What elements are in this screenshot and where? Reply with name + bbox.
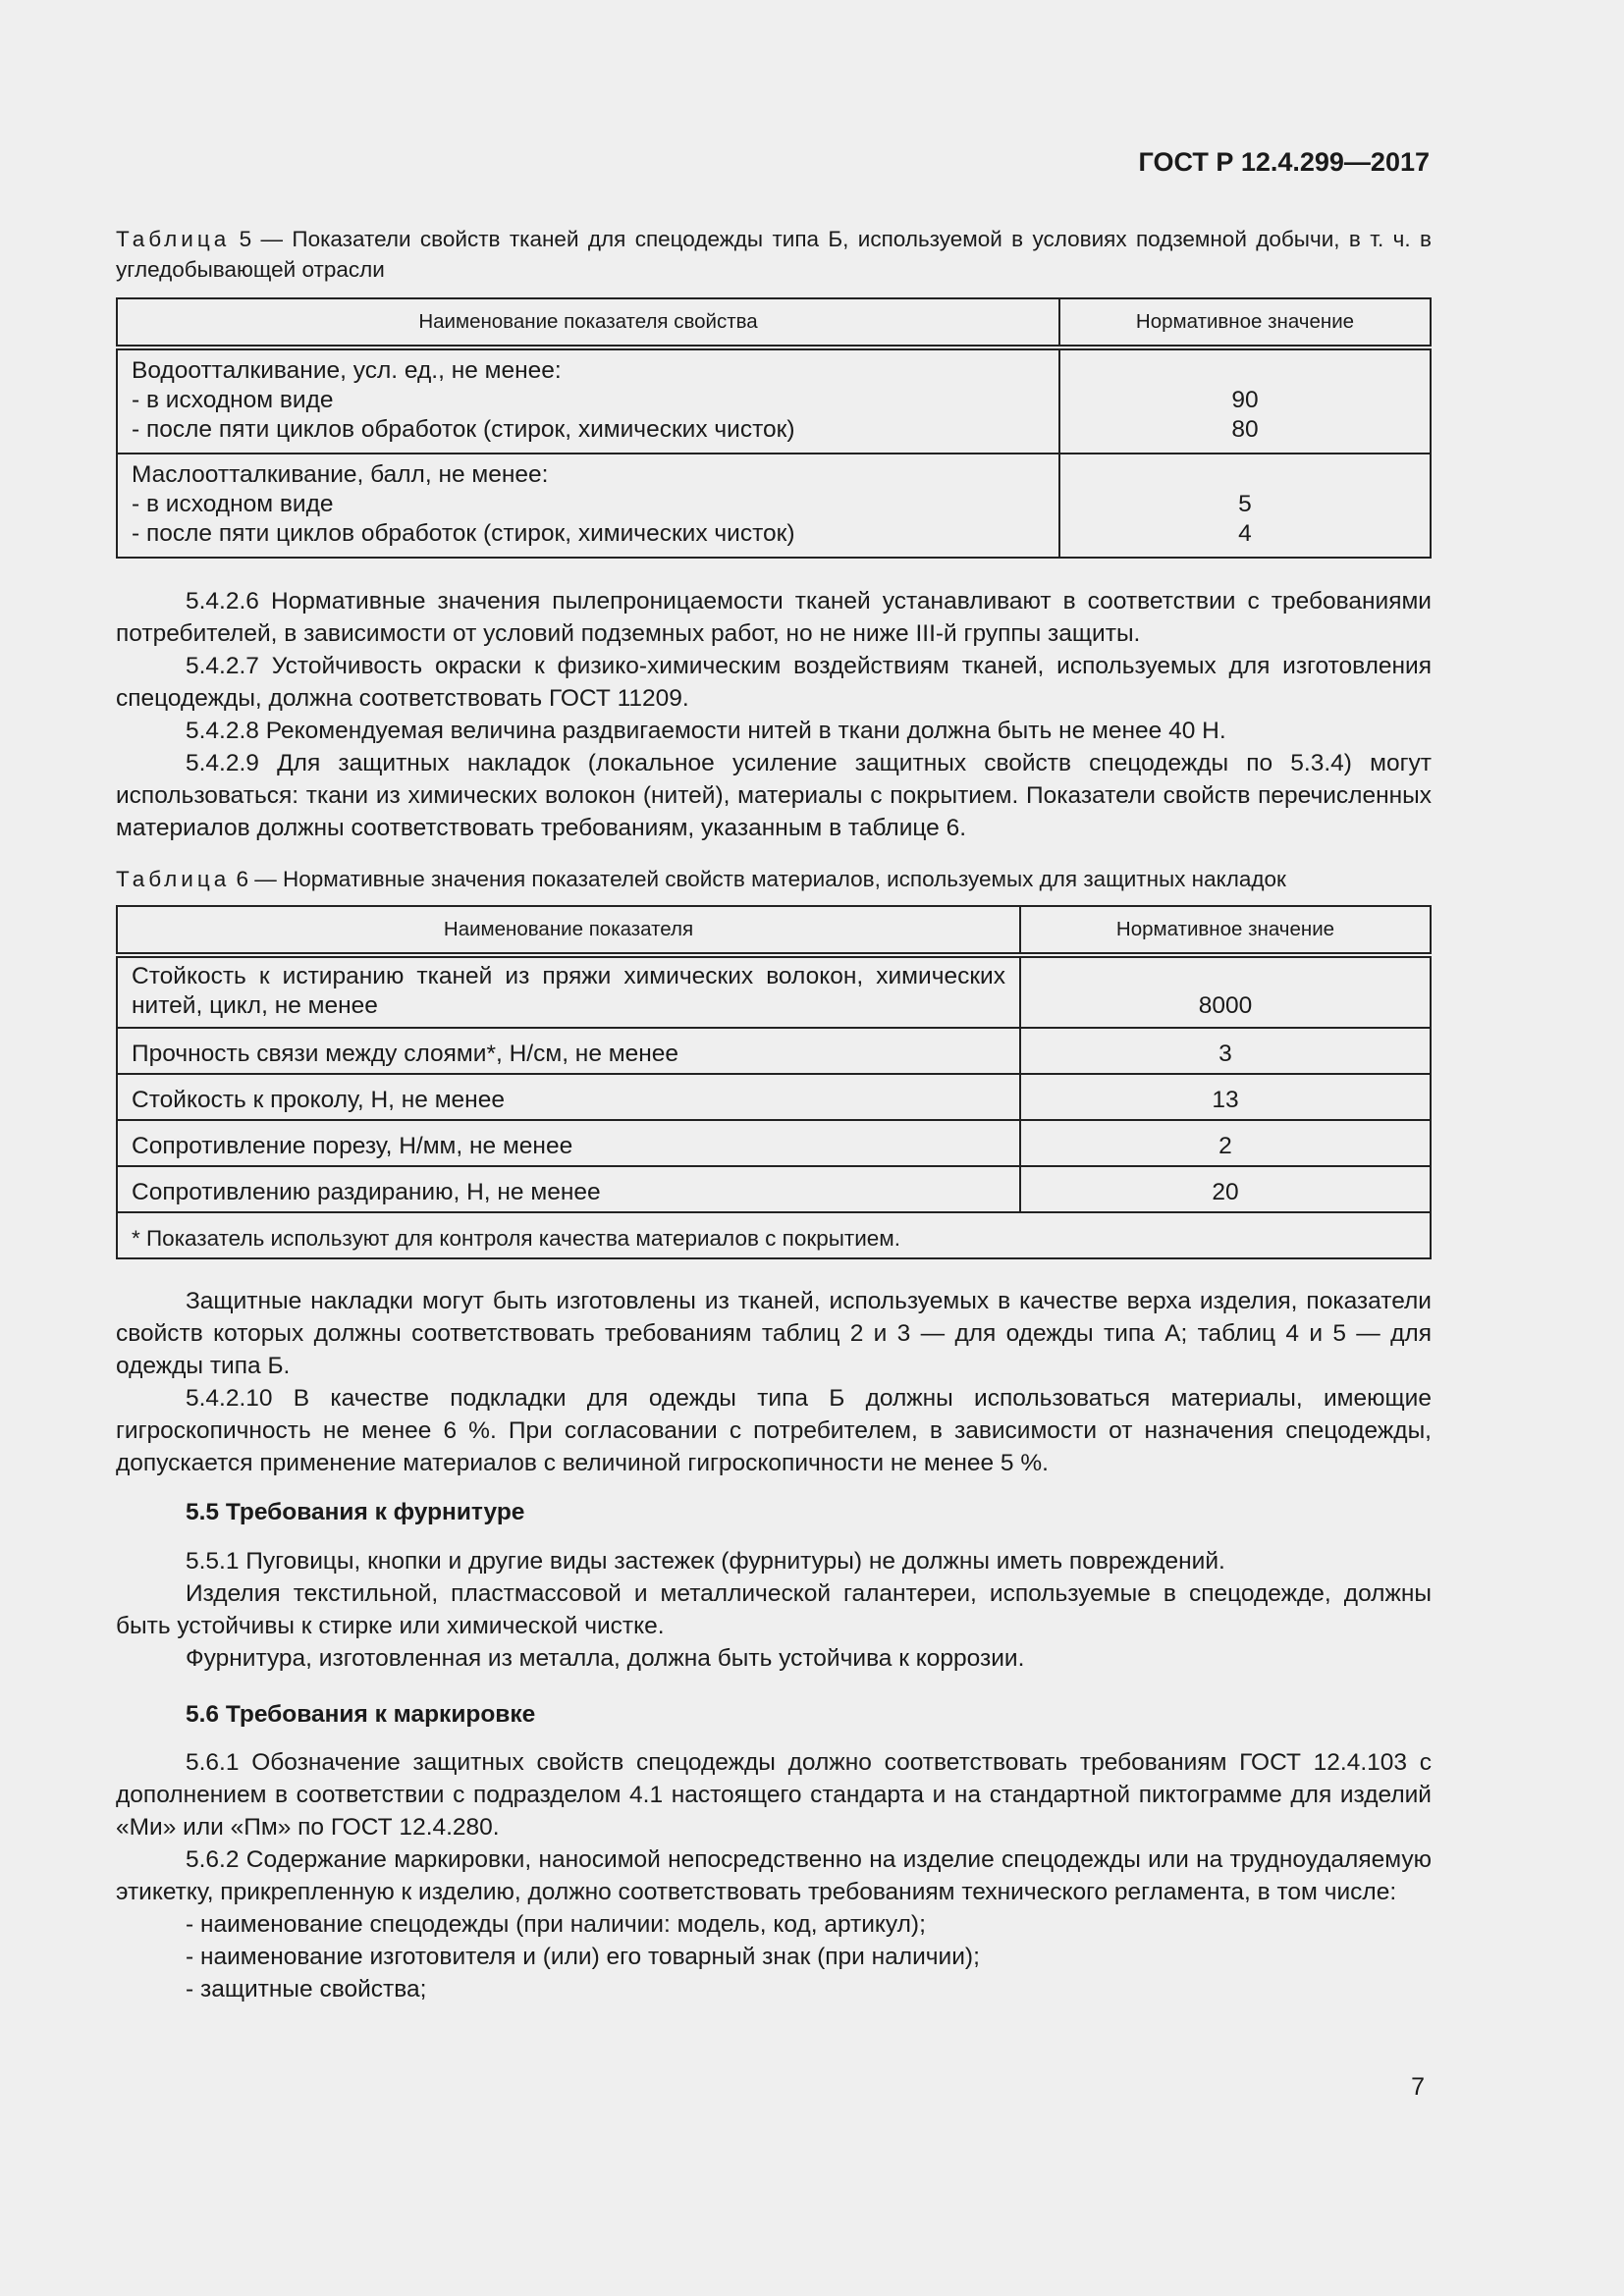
page-content <box>116 224 1432 2005</box>
table6-caption-label: Таблица <box>116 867 231 891</box>
section-5-6-body <box>116 1746 1432 2005</box>
table6-row <box>117 1166 1431 1212</box>
table6-row-name: Сопротивление порезу, Н/мм, не менее <box>117 1120 1020 1166</box>
table6-row-value: 3 <box>1020 1028 1431 1074</box>
table6-row-name: Прочность связи между слоями*, Н/см, не менее <box>117 1028 1020 1074</box>
table5-row-name <box>117 347 1059 454</box>
table6-row-name: Сопротивлению раздиранию, Н, не менее <box>117 1166 1020 1212</box>
table6-col-name: Наименование показателя <box>117 906 1020 955</box>
paragraph: 5.4.2.9 Для защитных накладок (локальное усиление защитных свойств спецодежды по 5.3.4) могут использоваться: ткани из химических волокон (нитей), материалы с покрытием. Показатели свойств перечисленных материалов должны соответствовать требованиям, указанным в таблице 6. <box>116 750 1432 841</box>
table6-row-name: Стойкость к проколу, Н, не менее <box>117 1074 1020 1120</box>
table5-row-value: 90 <box>1231 387 1259 413</box>
table5-header-row <box>117 298 1431 347</box>
paragraph: Защитные накладки могут быть изготовлены из тканей, используемых в качестве верха изделия, показатели свойств которых должны соответствовать требованиям таблиц 2 и 3 — для одежды типа А; таблиц 4 и 5 — для одежды типа Б. <box>116 1288 1432 1379</box>
paragraph: Изделия текстильной, пластмассовой и металлической галантереи, используемые в спецодежде, должны быть устойчивы к стирке или химической чистке. <box>116 1580 1432 1639</box>
table5-caption-label: Таблица <box>116 227 231 251</box>
table5-row <box>117 454 1431 558</box>
table5-row-name-line: - в исходном виде <box>132 491 334 517</box>
table6-row <box>117 1028 1431 1074</box>
table5-row-value: 5 <box>1238 491 1252 517</box>
table5-row-value: 4 <box>1238 520 1252 547</box>
paragraph: 5.4.2.7 Устойчивость окраски к физико-химическим воздействиям тканей, используемых для изготовления спецодежды, должна соответствовать ГОСТ 11209. <box>116 653 1432 712</box>
table5-row-values <box>1059 347 1431 454</box>
table6-row <box>117 955 1431 1028</box>
table5-caption <box>116 224 1432 285</box>
table5-row-value: 80 <box>1231 416 1259 443</box>
table6-row <box>117 1074 1431 1120</box>
table5-row-name <box>117 454 1059 558</box>
table5-row-name-line: - после пяти циклов обработок (стирок, химических чисток) <box>132 520 795 547</box>
table6-caption-text: 6 — Нормативные значения показателей свойств материалов, используемых для защитных накладок <box>230 867 1286 891</box>
table5-caption-text: 5 — Показатели свойств тканей для спецодежды типа Б, используемой в условиях подземной добычи, в т. ч. в угледобывающей отрасли <box>116 227 1432 282</box>
table6-row-value: 8000 <box>1020 955 1431 1028</box>
table6-note: * Показатель используют для контроля качества материалов с покрытием. <box>117 1212 1431 1258</box>
table6-row-name: Стойкость к истиранию тканей из пряжи химических волокон, химических нитей, цикл, не менее <box>117 955 1020 1028</box>
table6-row <box>117 1120 1431 1166</box>
page-number: 7 <box>1411 2073 1425 2101</box>
table5-row-values <box>1059 454 1431 558</box>
clauses-5-4-2-6-to-9 <box>116 585 1432 844</box>
table6-row-value: 2 <box>1020 1120 1431 1166</box>
list-item: - защитные свойства; <box>186 1976 427 2002</box>
table5-row <box>117 347 1431 454</box>
table5-col-name: Наименование показателя свойства <box>117 298 1059 347</box>
table5-row-name-line: Водоотталкивание, усл. ед., не менее: <box>132 357 562 384</box>
table5 <box>116 297 1432 559</box>
paragraph: 5.4.2.10 В качестве подкладки для одежды типа Б должны использоваться материалы, имеющие гигроскопичность не менее 6 %. При согласовании с потребителем, в зависимости от назначения спецодежды, допускается применение материалов с величиной гигроскопичности не менее 5 %. <box>116 1385 1432 1476</box>
section-5-5-body <box>116 1545 1432 1675</box>
table6-note-row <box>117 1212 1431 1258</box>
table5-row-name-line: - после пяти циклов обработок (стирок, химических чисток) <box>132 416 795 443</box>
list-item: - наименование спецодежды (при наличии: модель, код, артикул); <box>186 1911 926 1938</box>
table5-col-value: Нормативное значение <box>1059 298 1431 347</box>
paragraph: Фурнитура, изготовленная из металла, должна быть устойчива к коррозии. <box>186 1645 1025 1672</box>
table6 <box>116 905 1432 1259</box>
clauses-after-table6 <box>116 1285 1432 1479</box>
paragraph: 5.4.2.8 Рекомендуемая величина раздвигаемости нитей в ткани должна быть не менее 40 Н. <box>186 718 1226 744</box>
paragraph: 5.6.1 Обозначение защитных свойств спецодежды должно соответствовать требованиям ГОСТ 12.4.103 с дополнением в соответствии с подразделом 4.1 настоящего стандарта и на стандартной пиктограмме для изделий «Ми» или «Пм» по ГОСТ 12.4.280. <box>116 1749 1432 1841</box>
paragraph: 5.5.1 Пуговицы, кнопки и другие виды застежек (фурнитуры) не должны иметь повреждений. <box>186 1548 1225 1575</box>
table6-row-value: 13 <box>1020 1074 1431 1120</box>
table6-header-row <box>117 906 1431 955</box>
table5-row-name-line: - в исходном виде <box>132 387 334 413</box>
section-5-5-title: 5.5 Требования к фурнитуре <box>186 1499 525 1525</box>
table5-row-name-line: Маслоотталкивание, балл, не менее: <box>132 461 549 488</box>
paragraph: 5.6.2 Содержание маркировки, наносимой непосредственно на изделие спецодежды или на трудноудаляемую этикетку, прикрепленную к изделию, должно соответствовать требованиям технического регламента, в том числе: <box>116 1846 1432 1905</box>
document-number: ГОСТ Р 12.4.299—2017 <box>1138 147 1430 177</box>
table6-row-value: 20 <box>1020 1166 1431 1212</box>
table6-caption <box>116 864 1432 894</box>
paragraph: 5.4.2.6 Нормативные значения пылепроницаемости тканей устанавливают в соответствии с требованиями потребителей, в зависимости от условий подземных работ, но не ниже III-й группы защиты. <box>116 588 1432 647</box>
list-item: - наименование изготовителя и (или) его товарный знак (при наличии); <box>186 1944 980 1970</box>
section-5-6-title: 5.6 Требования к маркировке <box>186 1701 536 1728</box>
table6-col-value: Нормативное значение <box>1020 906 1431 955</box>
